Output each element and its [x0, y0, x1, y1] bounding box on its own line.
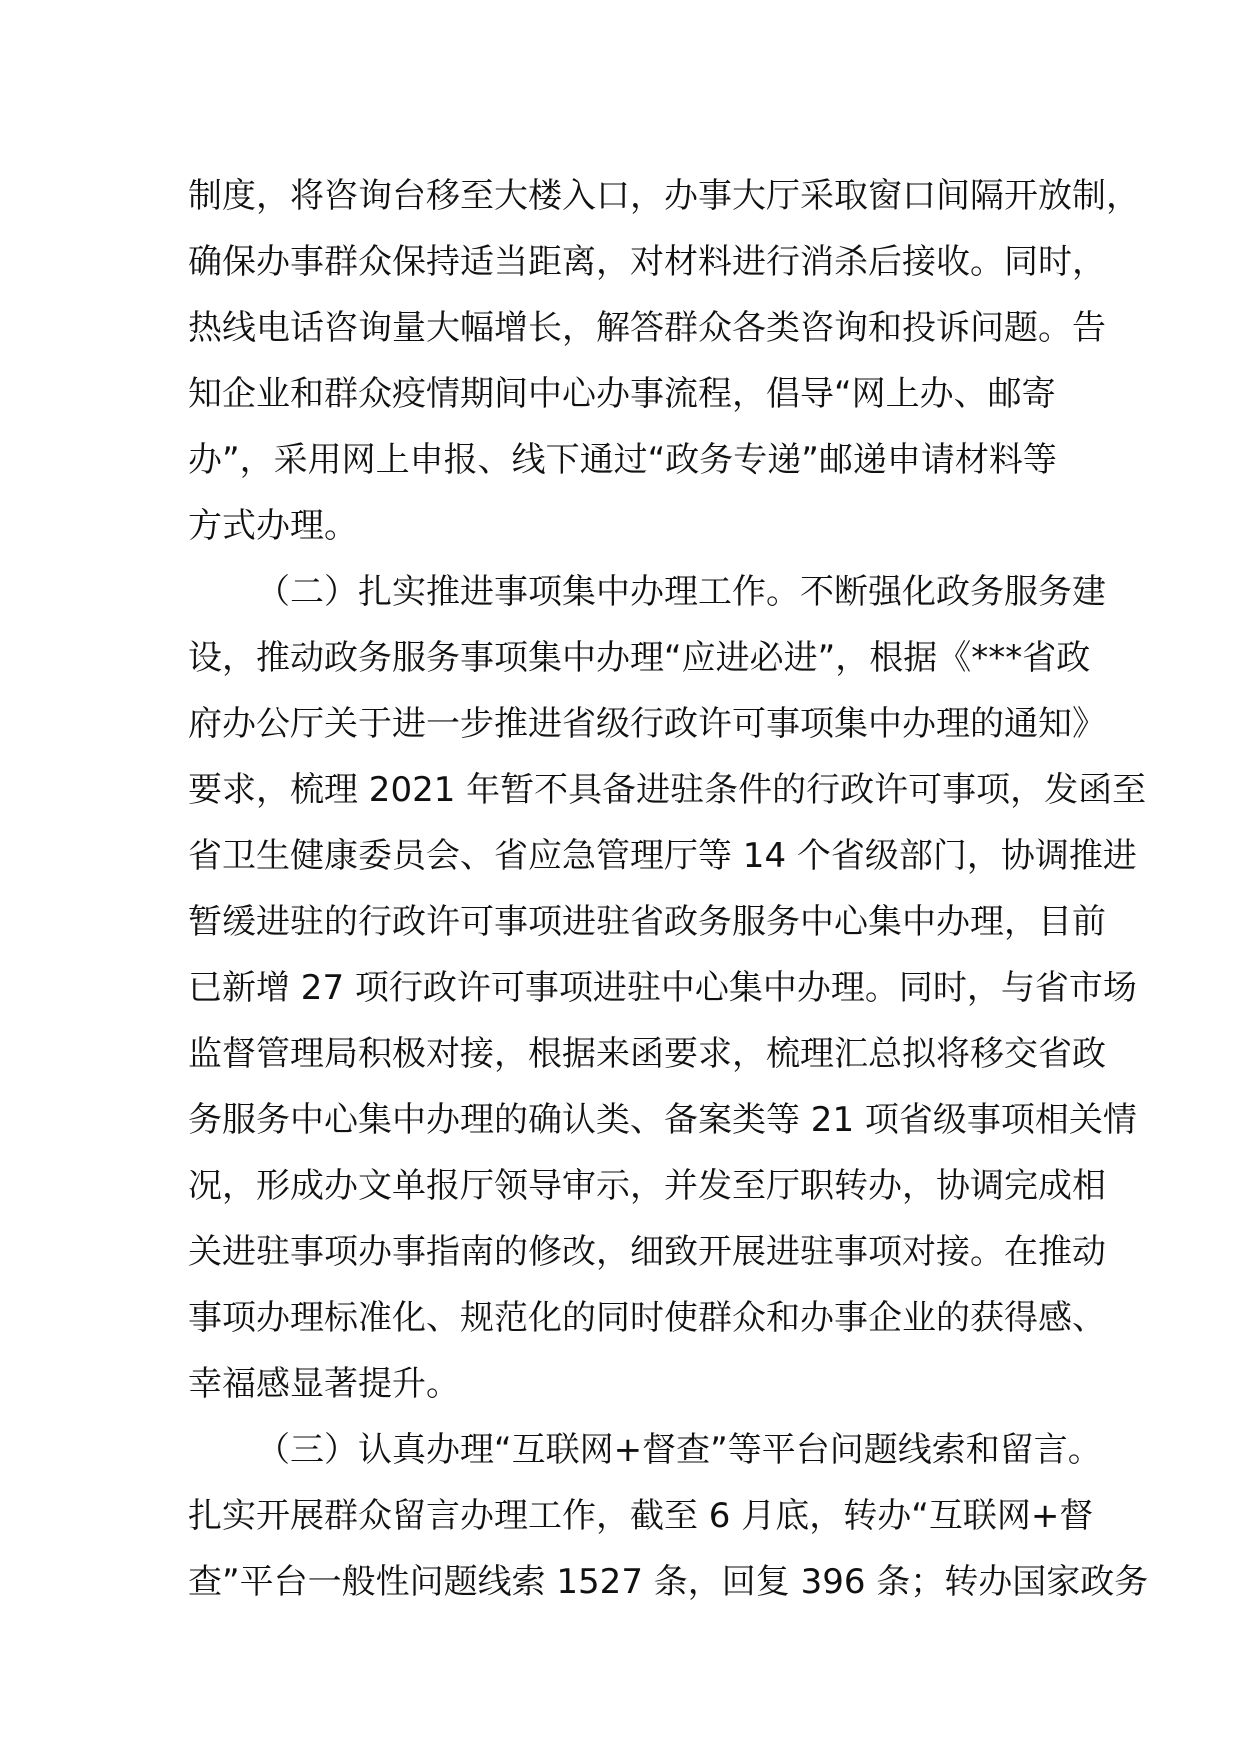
text-line: 省卫生健康委员会、省应急管理厅等 14 个省级部门，协调推进 — [188, 836, 1137, 876]
text-line: 制度，将咨询台移至大楼入口，办事大厅采取窗口间隔开放制， — [188, 176, 1140, 216]
text-line: 监督管理局积极对接，根据来函要求，梳理汇总拟将移交省政 — [188, 1034, 1106, 1074]
text-line: 方式办理。 — [188, 506, 358, 546]
text-line: 设，推动政务服务事项集中办理“应进必进”，根据《***省政 — [188, 638, 1091, 678]
text-line: 暂缓进驻的行政许可事项进驻省政务服务中心集中办理，目前 — [188, 902, 1106, 942]
text-line: 要求，梳理 2021 年暂不具备进驻条件的行政许可事项，发函至 — [188, 770, 1147, 810]
text-line: 幸福感显著提升。 — [188, 1364, 460, 1404]
text-line: 已新增 27 项行政许可事项进驻中心集中办理。同时，与省市场 — [188, 968, 1137, 1008]
text-line: 事项办理标准化、规范化的同时使群众和办事企业的获得感、 — [188, 1298, 1106, 1338]
section-heading-line: （三）认真办理“互联网+督查”等平台问题线索和留言。 — [256, 1430, 1102, 1470]
text-line: 况，形成办文单报厅领导审示，并发至厅职转办，协调完成相 — [188, 1166, 1106, 1206]
text-line: 府办公厅关于进一步推进省级行政许可事项集中办理的通知》 — [188, 704, 1106, 744]
text-line: 办”，采用网上申报、线下通过“政务专递”邮递申请材料等 — [188, 440, 1057, 480]
text-line: 热线电话咨询量大幅增长，解答群众各类咨询和投诉问题。告 — [188, 308, 1106, 348]
text-line: 查”平台一般性问题线索 1527 条，回复 396 条；转办国家政务 — [188, 1562, 1149, 1602]
text-line: 务服务中心集中办理的确认类、备案类等 21 项省级事项相关情 — [188, 1100, 1137, 1140]
body-text — [188, 163, 1149, 1615]
text-line: 确保办事群众保持适当距离，对材料进行消杀后接收。同时， — [188, 242, 1106, 282]
section-heading-line: （二）扎实推进事项集中办理工作。不断强化政务服务建 — [256, 572, 1106, 612]
text-line: 关进驻事项办事指南的修改，细致开展进驻事项对接。在推动 — [188, 1232, 1106, 1272]
text-line: 知企业和群众疫情期间中心办事流程，倡导“网上办、邮寄 — [188, 374, 1056, 414]
text-line: 扎实开展群众留言办理工作，截至 6 月底，转办“互联网+督 — [188, 1496, 1094, 1536]
